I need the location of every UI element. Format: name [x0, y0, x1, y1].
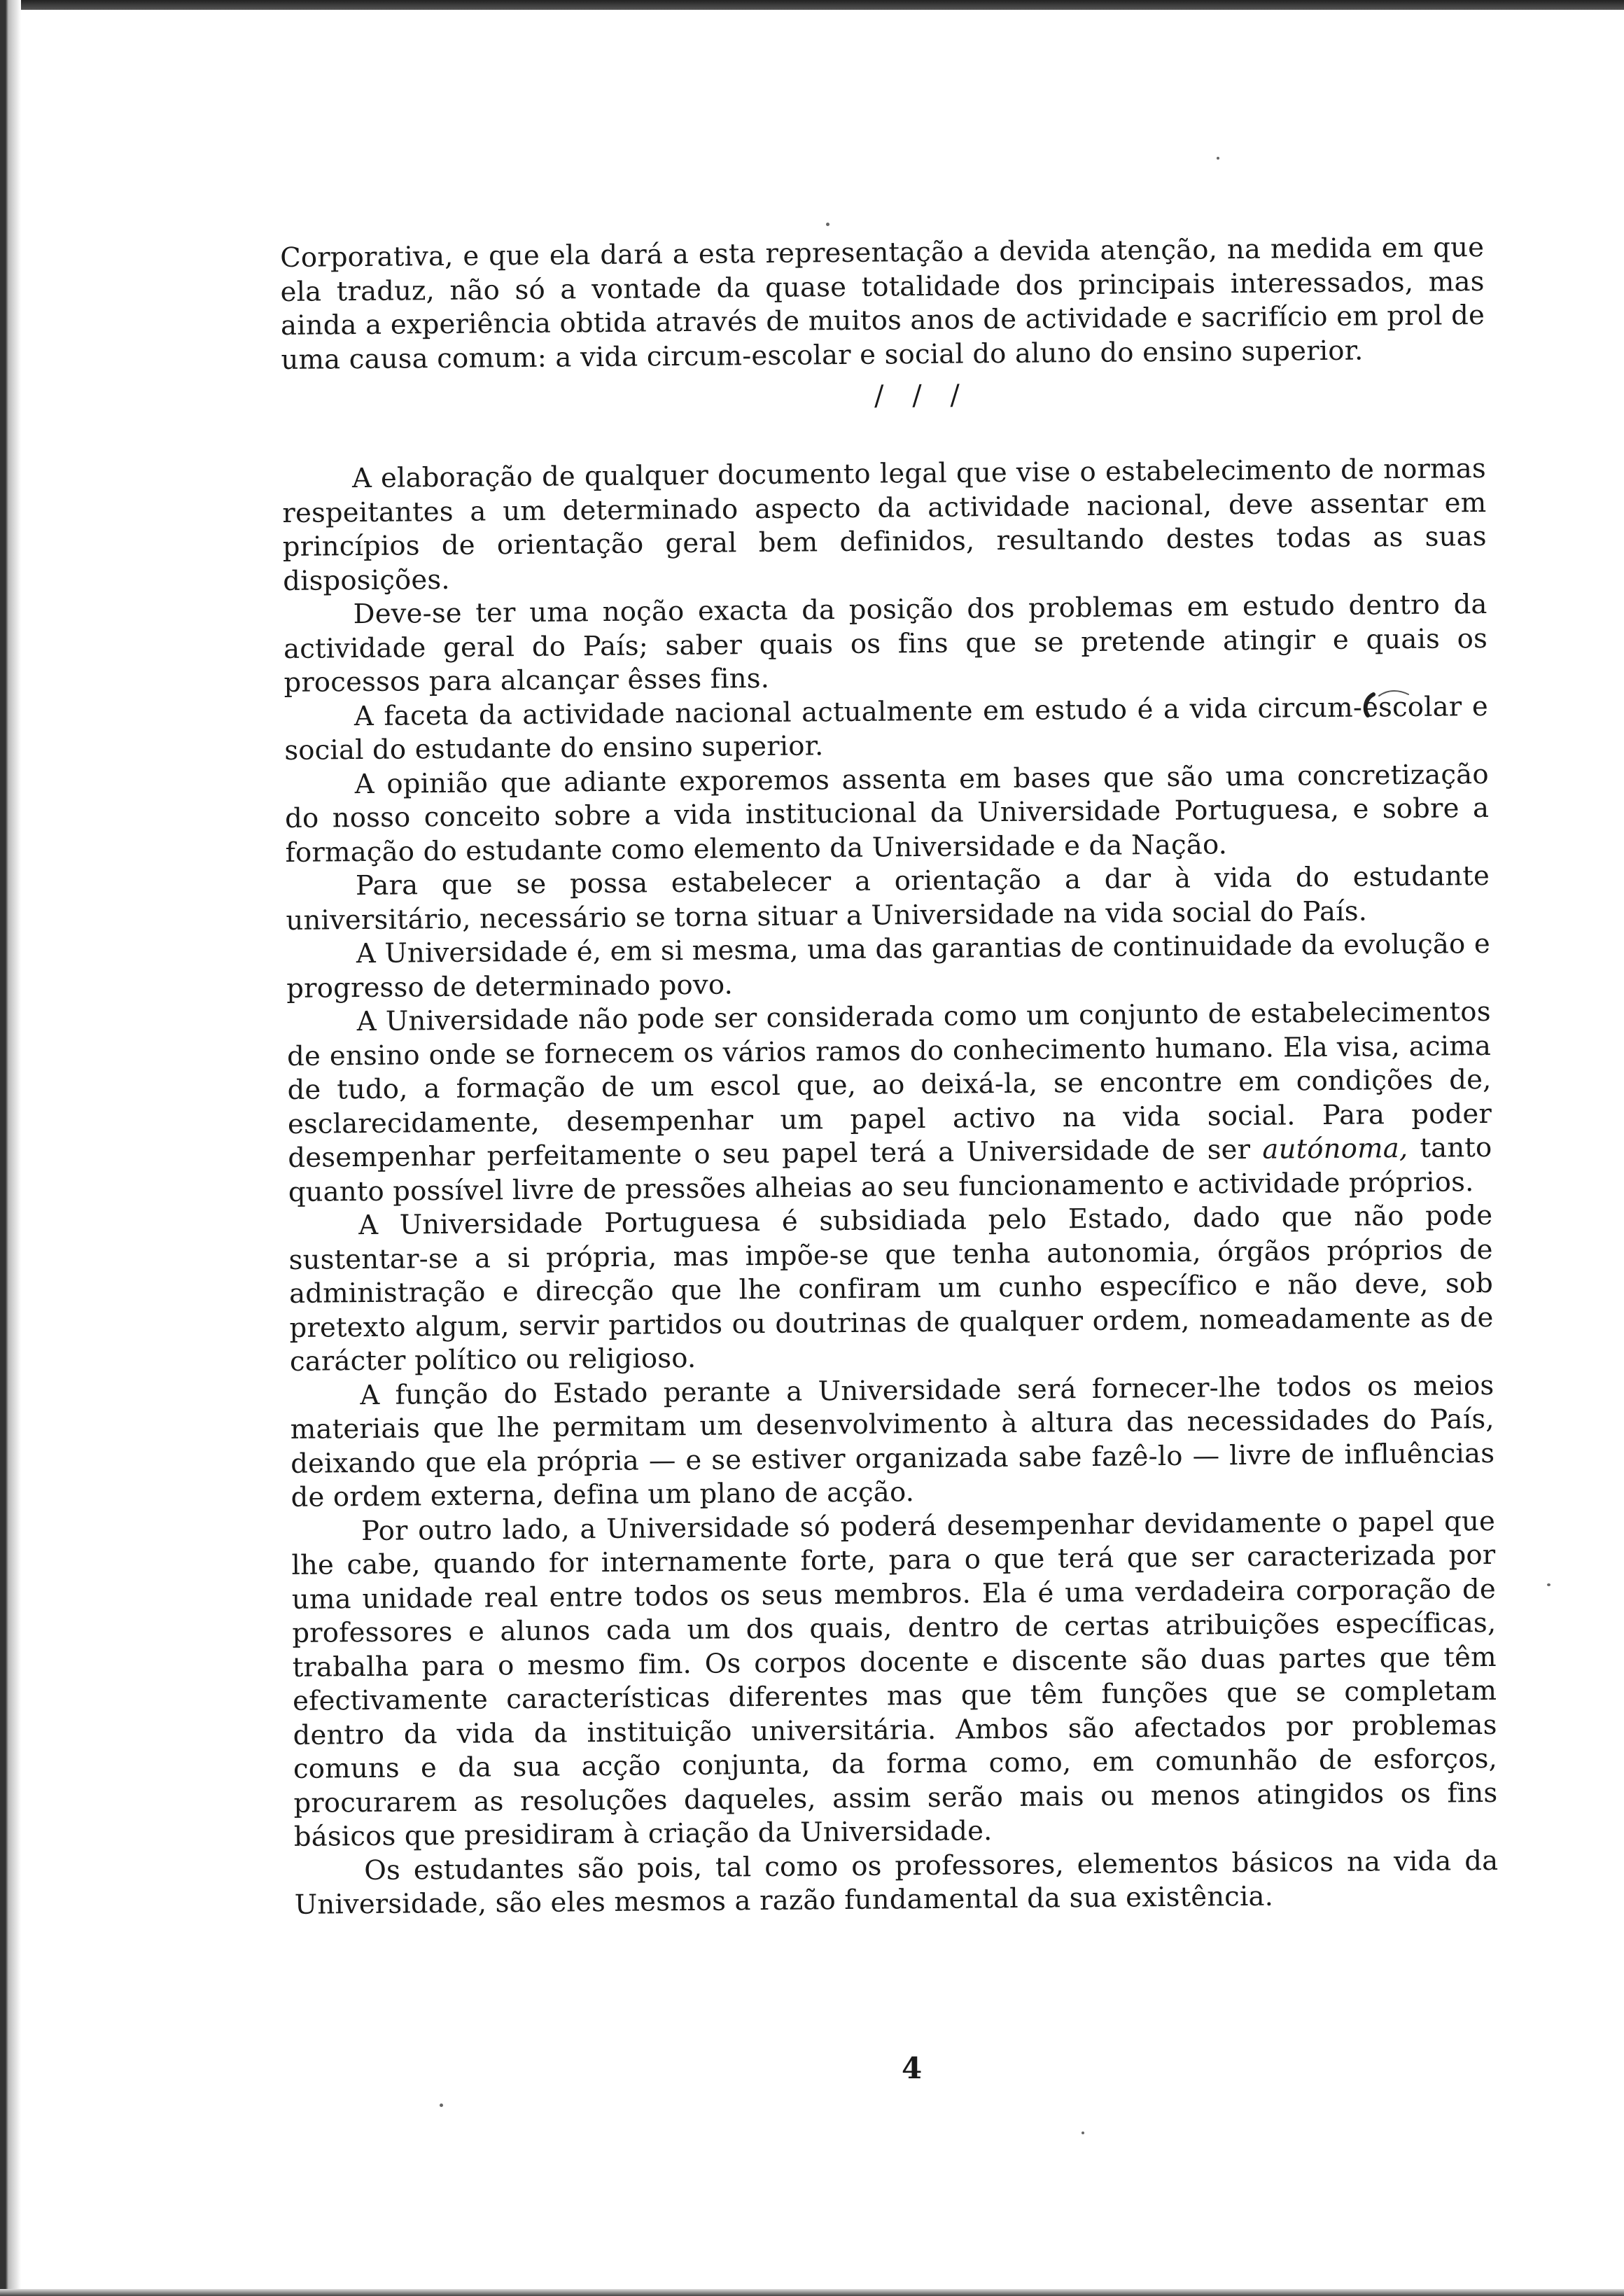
- scan-speck: [1082, 2132, 1084, 2134]
- paragraph-text: A Universidade não pode ser considerada como um conjunto de estabelecimentos de ensino onde se fornecem os vários ramos do conhecimento humano. Ela visa, acima de tudo, a formação de um escol que, ao deixá-la, se encontre em condições de, esclarecidamente, desempenhar um papel activo na vida social. Para poder desempenhar perfeitamente o seu papel terá a Universidade de ser: [286, 995, 1492, 1174]
- body-paragraph: A faceta da actividade nacional actualmente em estudo é a vida circum-escolar e social do estudante do ensino superior.: [284, 690, 1489, 766]
- body-paragraph: A opinião que adiante exporemos assenta em bases que são uma concretização do nosso conceito sobre a vida institucional da Universidade Portuguesa, e sobre a formação do estudante como elemento da Universidade e da Nação.: [284, 758, 1490, 869]
- body-paragraph-autonoma: [287, 995, 1492, 1210]
- scan-edge-left: [0, 0, 21, 2296]
- document-page: [280, 231, 1499, 1922]
- opening-paragraph: Corporativa, e que ela dará a esta representação a devida atenção, na medida em que ela traduz, não só a vontade da quase totalidade dos principais interessados, mas ainda a experiência obtida através de muitos anos de actividade e sacrifício em prol de uma causa comum: a vida circum-escolar e social do aluno do ensino superior.: [280, 231, 1485, 376]
- body-paragraph: Para que se possa estabelecer a orientação a dar à vida do estudante universitário, necessário se torna situar a Universidade na vida social do País.: [286, 860, 1490, 937]
- scan-speck: [1217, 157, 1219, 160]
- page-number: 4: [902, 2051, 923, 2085]
- body-paragraph: A Universidade Portuguesa é subsidiada pelo Estado, dado que não pode sustentar-se a si própria, mas impõe-se que tenha autonomia, órgãos próprios de administração e direcção que lhe confiram um cunho específico e não deve, sob pretexto algum, servir partidos ou doutrinas de qualquer ordem, nomeadamente as de carácter político ou religioso.: [288, 1199, 1494, 1378]
- scan-edge-top: [0, 0, 1624, 10]
- scan-speck: [1547, 1583, 1550, 1586]
- scan-speck: [826, 223, 830, 226]
- body-paragraph: Por outro lado, a Universidade só poderá desempenhar devidamente o papel que lhe cabe, quando for internamente forte, para o que terá que ser caracterizada por uma unidade real entre todos os seus membros. Ela é uma verdadeira corporação de professores e alunos cada um dos quais, dentro de certas atribuições específicas, trabalha para o mesmo fim. Os corpos docente e discente são duas partes que têm efectivamente características diferentes mas que têm funções que se completam dentro da vida da instituição universitária. Ambos são afectados por problemas comuns e da sua acção conjunta, da forma como, em comunhão de esforços, procurarem as resoluções daqueles, assim serão mais ou menos atingidos os fins básicos que presidiram à criação da Universidade.: [291, 1505, 1498, 1853]
- body-paragraph: A elaboração de qualquer documento legal que vise o estabelecimento de normas respeitantes a um determinado aspecto da actividade nacional, deve assentar em princípios de orientação geral bem definidos, resultando destes todas as suas disposições.: [282, 452, 1487, 597]
- body-paragraph: Os estudantes são pois, tal como os professores, elementos básicos na vida da Universidade, são eles mesmos a razão fundamental da sua existência.: [294, 1844, 1499, 1921]
- section-separator: / / /: [874, 379, 970, 412]
- scan-edge-bottom: [0, 2289, 1624, 2296]
- paragraph-text: tanto quanto possível livre de pressões alheias ao seu funcionamento e actividade próprios.: [288, 1131, 1492, 1208]
- scan-speck: [440, 2104, 443, 2107]
- body-paragraph: A Universidade é, em si mesma, uma das garantias de continuidade da evolução e progresso de determinado povo.: [286, 927, 1491, 1004]
- emphasis-autonoma: autónoma,: [1262, 1132, 1408, 1166]
- body-paragraph: Deve-se ter uma noção exacta da posição dos problemas em estudo dentro da actividade geral do País; saber quais os fins que se pretende atingir e quais os processos para alcançar êsses fins.: [283, 588, 1488, 699]
- body-paragraph: A função do Estado perante a Universidade será fornecer-lhe todos os meios materiais que lhe permitam um desenvolvimento à altura das necessidades do País, deixando que ela própria — e se estiver organizada sabe fazê-lo — livre de influências de ordem externa, defina um plano de acção.: [290, 1369, 1495, 1513]
